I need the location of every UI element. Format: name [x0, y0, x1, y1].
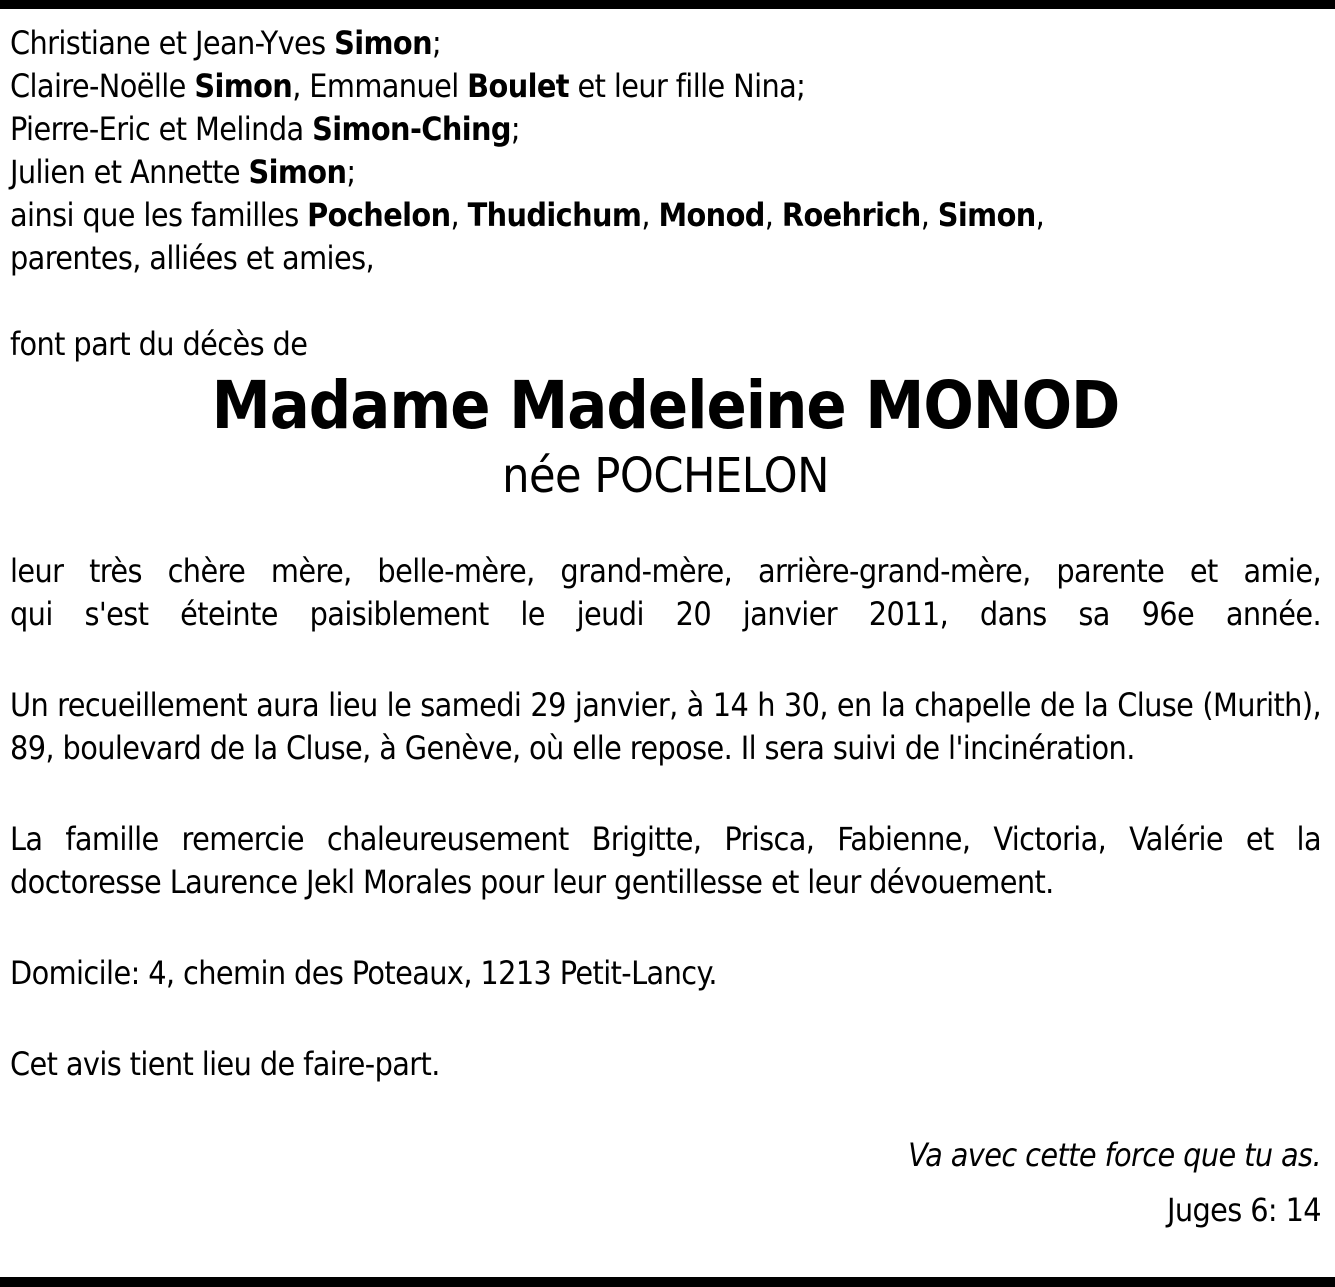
- thanks-paragraph: La famille remercie chaleureusement Brigitte, Prisca, Fabienne, Victoria, Valérie et la doctoresse Laurence Jekl Morales pour leur gentillesse et leur dévouement.: [10, 820, 1321, 901]
- family-line-1: [10, 22, 1321, 65]
- family-surname: Simon-Ching: [312, 110, 511, 148]
- bottom-border-rule: [0, 1277, 1335, 1287]
- relatives-line: parentes, alliées et amies,: [10, 239, 375, 277]
- top-border-rule: [0, 0, 1335, 9]
- family-line-2: [10, 65, 1321, 108]
- family-line-4: [10, 151, 1321, 194]
- announcement-line: font part du décès de: [10, 325, 308, 363]
- punctuation: ,: [1035, 196, 1045, 234]
- description-line-1: leur très chère mère, belle-mère, grand-mère, arrière-grand-mère, parente et amie,: [10, 552, 1321, 590]
- spacer: [10, 904, 1321, 952]
- extended-families-intro: ainsi que les familles: [10, 196, 308, 234]
- family-names-text: et leur fille Nina;: [568, 67, 806, 105]
- family-names-text: , Emmanuel: [292, 67, 468, 105]
- family-names-text: Pierre-Eric et Melinda: [10, 110, 313, 148]
- spacer: [10, 636, 1321, 684]
- family-names-text: Claire-Noëlle: [10, 67, 195, 105]
- punctuation: ;: [432, 24, 442, 62]
- family-names-text: Christiane et Jean-Yves: [10, 24, 335, 62]
- family-line-3: [10, 108, 1321, 151]
- deceased-name: Madame Madeleine MONOD: [211, 367, 1120, 444]
- punctuation: ;: [346, 153, 356, 191]
- spacer: [10, 995, 1321, 1043]
- spacer: [10, 280, 1321, 323]
- family-names-text: Julien et Annette: [10, 153, 249, 191]
- separator: ,: [764, 196, 782, 234]
- family-surname: Simon: [334, 24, 433, 62]
- family-surname: Boulet: [467, 67, 569, 105]
- maiden-name: née POCHELON: [502, 448, 829, 504]
- separator: ,: [450, 196, 468, 234]
- ceremony-paragraph: Un recueillement aura lieu le samedi 29 janvier, à 14 h 30, en la chapelle de la Cluse (Murith), 89, boulevard de la Cluse, à Genève, où elle repose. Il sera suivi de l'incinération.: [10, 686, 1321, 767]
- family-surname: Roehrich: [781, 196, 921, 234]
- family-surname: Thudichum: [467, 196, 642, 234]
- obituary-notice: [10, 22, 1321, 1232]
- domicile-line: Domicile: 4, chemin des Poteaux, 1213 Petit-Lancy.: [10, 954, 717, 992]
- separator: ,: [920, 196, 938, 234]
- quote-reference: Juges 6: 14: [1166, 1191, 1321, 1229]
- description-line-2: qui s'est éteinte paisiblement le jeudi 20 janvier 2011, dans sa 96e année.: [10, 595, 1321, 633]
- closing-quote: Va avec cette force que tu as.: [908, 1136, 1321, 1174]
- family-surname: Simon: [248, 153, 347, 191]
- deceased-block: [10, 366, 1321, 506]
- punctuation: ;: [510, 110, 521, 148]
- family-surname: Pochelon: [307, 196, 451, 234]
- spacer: [10, 506, 1321, 550]
- notice-line: Cet avis tient lieu de faire-part.: [10, 1045, 440, 1083]
- family-surname: Simon: [937, 196, 1036, 234]
- family-surname: Simon: [194, 67, 293, 105]
- separator: ,: [641, 196, 659, 234]
- spacer: [10, 770, 1321, 818]
- family-surname: Monod: [658, 196, 765, 234]
- extended-families-line: [10, 194, 1321, 237]
